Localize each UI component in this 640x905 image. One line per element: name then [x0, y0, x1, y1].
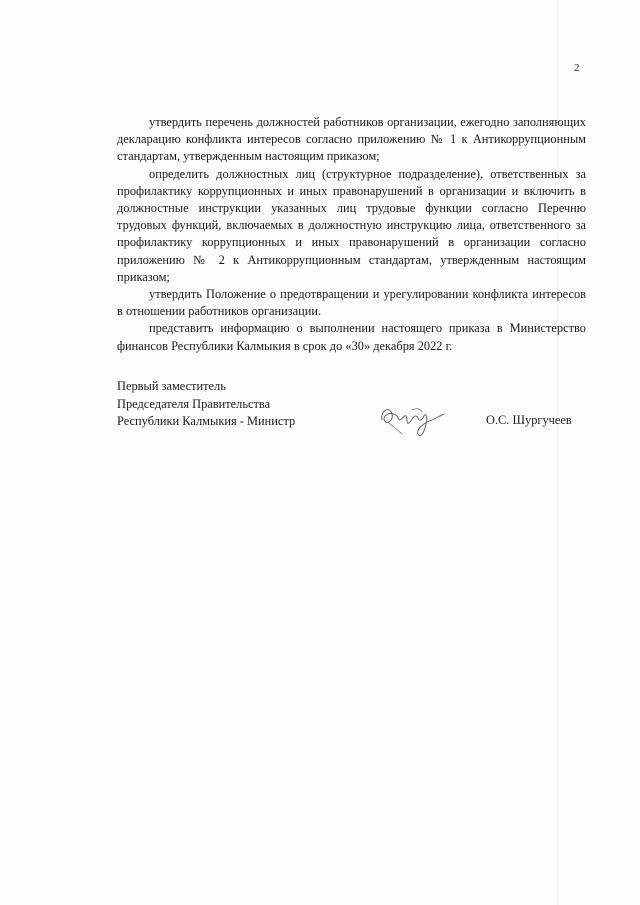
- paragraph-define-responsible-persons: определить должностных лиц (структурное подразделение), ответственных за профилактику коррупционных и иных правонарушений в организации и включить в должностные инструкции указанных лиц трудовые функции согласно Перечню трудовых функций, включаемых в должностную инструкцию лица, ответственного за профилактику коррупционных и иных правонарушений в организации согласно приложению № 2 к Антикоррупционным стандартам, утвержденным настоящим приказом;: [117, 166, 586, 284]
- document-body: [117, 114, 586, 355]
- position-line: Первый заместитель: [117, 379, 226, 393]
- page-number: 2: [574, 62, 580, 74]
- paragraph-submit-information: представить информацию о выполнении настоящего приказа в Министерство финансов Республики Калмыкия в срок до «30» декабря 2022 г.: [117, 321, 586, 353]
- handwritten-signature: [376, 400, 456, 442]
- position-line: Председателя Правительства: [117, 396, 271, 411]
- position-line: Республики Калмыкия - Министр: [117, 414, 296, 429]
- paragraph-approve-positions-list: утвердить перечень должностей работников организации, ежегодно заполняющих декларацию конфликта интересов согласно приложению № 1 к Антикоррупционным стандартам, утвержденным настоящим приказом;: [117, 115, 586, 164]
- signer-name: О.С. Шургучеев: [486, 413, 572, 427]
- paragraph-approve-regulation: утвердить Положение о предотвращении и урегулировании конфликта интересов в отношении работников организации.: [117, 287, 586, 319]
- signature-position-title: [117, 378, 295, 431]
